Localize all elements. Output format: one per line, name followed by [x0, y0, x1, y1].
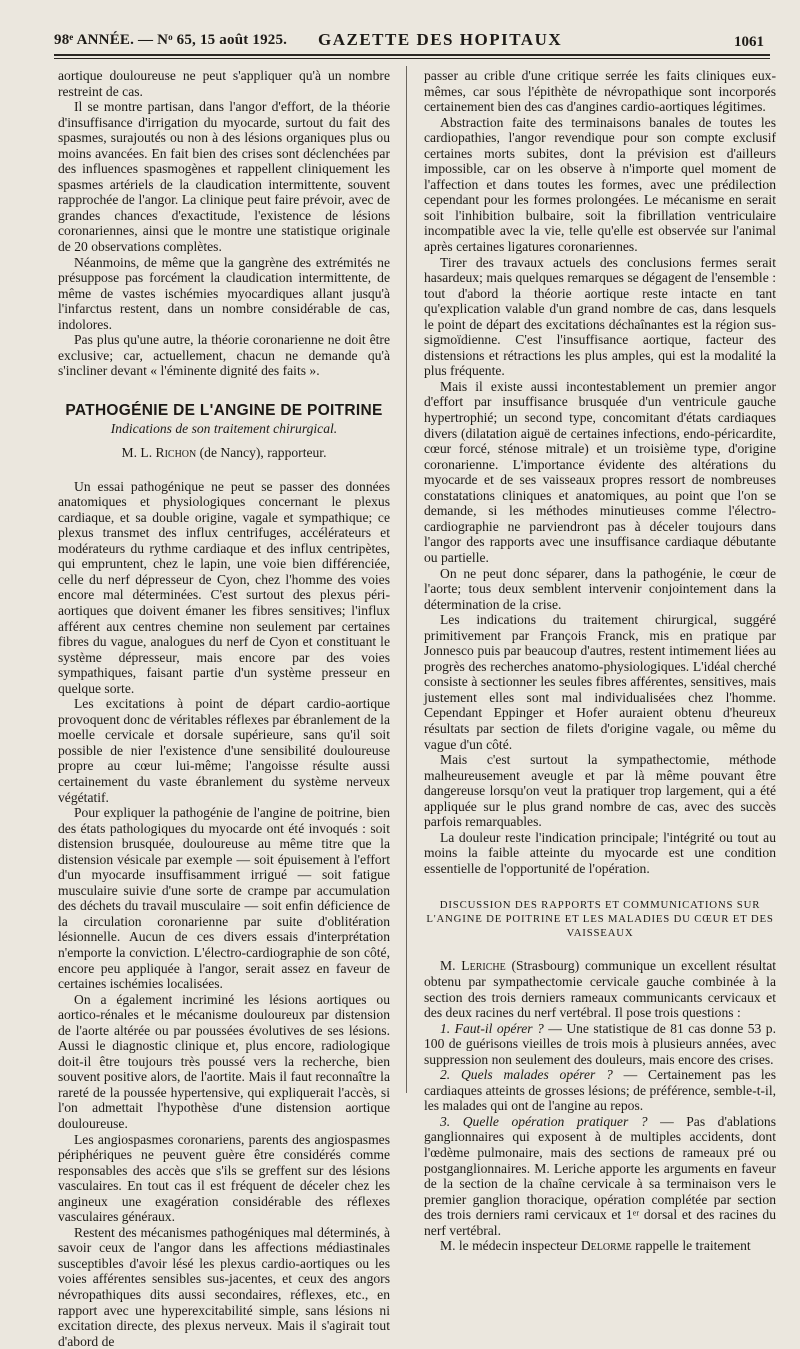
paragraph: aortique douloureuse ne peut s'appliquer qu'à un nombre restreint de cas.	[58, 68, 390, 99]
right-column	[424, 68, 776, 1254]
journal-title: GAZETTE DES HOPITAUX	[318, 30, 563, 49]
paragraph: Restent des mécanismes pathogéniques mal déterminés, à savoir ceux de l'angor dans les affections médiastinales susceptibles d'avoir lésé les plexus cardio-aortiques ou les voies afférentes sensibles sus-jacentes, et ceux des angors névropathiques dits aussi secondaires, réflexes, etc., en rapport avec une hyperexcitabilité simple, sans lésions ni excitation directe, des plexus nerveux. Mais il s'agirait tout d'abord de	[58, 1224, 390, 1349]
paragraph: Abstraction faite des terminaisons banales de toutes les cardiopathies, l'angor revendique pour son compte exclusif certaines morts subites, dont la prévision est d'ailleurs impossible, car on les observe à n'importe quel moment de l'affection et dans toutes les formes, avec une prédilection cependant pour les formes prolongées. Le mécanisme en serait soit l'inhibition bulbaire, soit la fibrillation ventriculaire incompatible avec la vie, telle qu'elle est observée sur l'animal après certaines ligatures coronariennes.	[424, 114, 776, 255]
paragraph: Mais il existe aussi incontestablement un premier angor d'effort par insuffisance brusquée d'un ventricule gauche hypertrophié; un second type, concomitant d'états cardiaques divers (dilatation aiguë de certaines infections, endo-péricardite, cœur forcé, sténose mitrale) et un troisième type, d'origine coronarienne. L'importance évidente des altérations du myocarde et de ses vaisseaux propres ressort de nombreuses constatations cliniques et anatomiques, au point que l'on se demande, si les méthodes minutieuses comme l'électro-cardiographie ne parviendront pas à déceler toujours dans l'angor des rapports avec une insuffisance cardiaque débutante ou partielle.	[424, 378, 776, 565]
issue-info: 98ᵉ ANNÉE. — Nᵒ 65, 15 août 1925.	[54, 32, 288, 48]
paragraph: passer au crible d'une critique serrée les faits cliniques eux-mêmes, car sous l'épithète de névropathique sont incorporés certainement bien des cas d'angines cardio-aortiques légitimes.	[424, 68, 776, 115]
page-number: 1061	[734, 34, 764, 50]
paragraph: Pas plus qu'une autre, la théorie coronarienne ne doit être exclusive; car, actuellement, chacun ne demande qu'à s'incliner devant « l'éminente dignité des faits ».	[58, 332, 390, 379]
paragraph: M. le médecin inspecteur Delorme rappelle le traitement	[440, 1238, 751, 1254]
paragraph: Les excitations à point de départ cardio-aortique provoquent donc de véritables réflexes par ébranlement de la moelle cervicale et dorsale supérieure, sans qu'il soit possible de nier l'existence d'une sensibilité douloureuse propre au cœur lui-même; l'angoisse résulte aussi certainement du vaste ébranlement du système nerveux végétatif.	[58, 696, 390, 805]
paragraph: Un essai pathogénique ne peut se passer des données anatomiques et physiologiques concernant le plexus cardiaque, et sa double origine, vagale et sympathique; ce plexus transmet des influx centrifuges, accélérateurs et modérateurs du rythme cardiaque et des influx centripètes, qui empruntent, chez le lapin, une voie bien différenciée, celle du nerf dépresseur de Cyon, chez l'homme des voies encore mal déterminées. C'est surtout des plexus péri-aortiques que doivent émaner les fibres sensitives; l'influx afférent aux centres chemine non seulement par certaines fibres du vague, analogues du nerf de Cyon et constituant le système dépresseur, mais encore par des voies sympathiques, faisant partie d'un système presseur en quelque sorte.	[58, 478, 390, 696]
question-2: 2. Quels malades opérer ? — Certainement pas les cardiaques atteints de grosses lésions; de préférence, semble-t-il, les malades qui ont de l'angine au repos.	[424, 1067, 776, 1114]
paragraph: On ne peut donc séparer, dans la pathogénie, le cœur de l'aorte; tous deux semblent intervenir conjointement dans la détermination de la crise.	[424, 565, 776, 612]
paragraph: M. Leriche (Strasbourg) communique un excellent résultat obtenu par sympathectomie cervicale gauche combinée à la section des trois derniers rameaux communicants cervicaux et des deux racines du nerf vertébral. Il pose trois questions :	[424, 958, 776, 1021]
article-title: PATHOGÉNIE DE L'ANGINE DE POITRINE	[65, 401, 383, 419]
header-rule	[54, 54, 770, 56]
header-rule-thin	[54, 58, 770, 59]
left-column	[58, 68, 390, 1349]
question-3: 3. Quelle opération pratiquer ? — Pas d'ablations ganglionnaires qui exposent à de multiples accidents, dont l'œdème pulmonaire, mais des sections de rameaux pré ou postganglionnaires. M. Leriche apporte les arguments en faveur de la section de la chaîne cervicale à sa terminaison vers le premier ganglion thoracique, opération complétée par section des trois derniers rami cervicaux et 1ᵉʳ dorsal et des racines du nerf vertébral.	[424, 1113, 776, 1238]
paragraph: On a également incriminé les lésions aortiques ou aortico-rénales et le mécanisme douloureux par distension de l'aorte altérée ou par poussées évolutives de ses lésions. Aussi le diagnostic clinique et, plus encore, radiologique doit-il être toujours très poussé vers la recherche, bien souvent positive alors, de l'aortite. Mais il faut reconnaître la rareté de la poussée hypertensive, qui expliquerait l'accès, si l'on admettait l'hypothèse d'une distension aortique douloureuse.	[58, 991, 390, 1131]
paragraph: Il se montre partisan, dans l'angor d'effort, de la théorie d'insuffisance d'irrigation du myocarde, surtout du fait des spasmes, surajoutés ou non à des lésions organiques plus ou moins avancées. En fait bien des crises sont déclenchées par des influences spasmogènes et rappellent cliniquement les spasmes artériels de la claudication intermittente, souvent rapprochée de l'angor. La clinique peut faire prévoir, avec de grandes chances d'exactitude, l'existence de lésions coronariennes, ainsi que le montre une statistique originale de 20 observations complètes.	[58, 99, 390, 255]
column-divider	[406, 66, 407, 1093]
paragraph: Néanmoins, de même que la gangrène des extrémités ne présuppose pas forcément la claudication intermittente, de même de vastes ischémies myocardiques allant jusqu'à l'infarctus restent, dans un nombre considérable de cas, indolores.	[58, 254, 390, 332]
discussion-title: DISCUSSION DES RAPPORTS ET COMMUNICATIONS SUR L'ANGINE DE POITRINE ET LES MALADIES DU CŒUR ET DES VAISSEAUX	[426, 899, 774, 940]
paragraph: Mais c'est surtout la sympathectomie, méthode malheureusement aveugle et par là même pouvant être dangereuse lorsqu'on veut la pratiquer trop largement, qui a été appliquée sur le plus grand nombre de cas, avec des succès parfois remarquables.	[424, 752, 776, 830]
paragraph: Tirer des travaux actuels des conclusions fermes serait hasardeux; mais quelques remarques se dégagent de l'ensemble : tout d'abord la théorie aortique reste intacte en tant qu'explication valable d'un grand nombre de cas, dans lesquels le point de départ des excitations déchaînantes est la région sus-sigmoïdienne. C'est l'insuffisance aortique, facteur des distensions et rétractions les plus amples, qui est la modalité la plus fréquente.	[424, 254, 776, 379]
paragraph: Pour expliquer la pathogénie de l'angine de poitrine, bien des états pathologiques du myocarde ont été invoqués : soit distension brusquée, douloureuse au même titre que la distension vésicale par exemple — soit épuisement à l'effort d'un myocarde insuffisamment irrigué — soit fatigue musculaire suivie d'une sorte de crampe par accumulation des déchets du travail musculaire — soit enfin déficience de la circulation coronarienne par suite d'oblitération lésionnelle. Aucun de ces divers essais d'interprétation n'emporte la conviction. L'électro-cardiographie de son côté, encore peu appliquée à l'angor, serait assez en faveur de certaines ischémies localisées.	[58, 805, 390, 992]
question-1: 1. Faut-il opérer ? — Une statistique de 81 cas donne 53 p. 100 de guérisons vieilles de trois mois à plusieurs années, avec suppression non seulement des douleurs, mais encore des crises.	[424, 1020, 776, 1067]
paragraph: Les indications du traitement chirurgical, suggéré primitivement par François Franck, mis en pratique par Jonnesco puis par beaucoup d'autres, restent intimement liées au progrès des recherches anatomo-physiologiques. L'idéal cherché consiste à sectionner les seules fibres afférentes, sensitives, mais justement elles sont mal individualisées chez l'homme. Cependant Eppinger et Hofer auraient obtenu d'heureux résultats par section de filets d'origine vagale, ou même du vague d'un côté.	[424, 612, 776, 752]
article-author: M. L. Richon (de Nancy), rapporteur.	[121, 445, 327, 461]
speaker-name: Delorme	[580, 1238, 632, 1254]
paragraph: Les angiospasmes coronariens, parents des angiospasmes périphériques ne peuvent guère être considérés comme responsables des accès que s'ils se greffent sur des lésions vasculaires. En tout cas il est fréquent de déceler chez les angineux une exagération considérable des réflexes vasculaires généraux.	[58, 1131, 390, 1225]
paragraph: La douleur reste l'indication principale; l'intégrité ou tout au moins la faible atteinte du myocarde est une condition essentielle de l'opportunité de l'opération.	[424, 829, 776, 876]
article-subtitle: Indications de son traitement chirurgical.	[110, 421, 338, 437]
page-header	[54, 28, 770, 54]
author-name: Richon	[155, 445, 197, 461]
speaker-name: Leriche	[461, 958, 506, 974]
